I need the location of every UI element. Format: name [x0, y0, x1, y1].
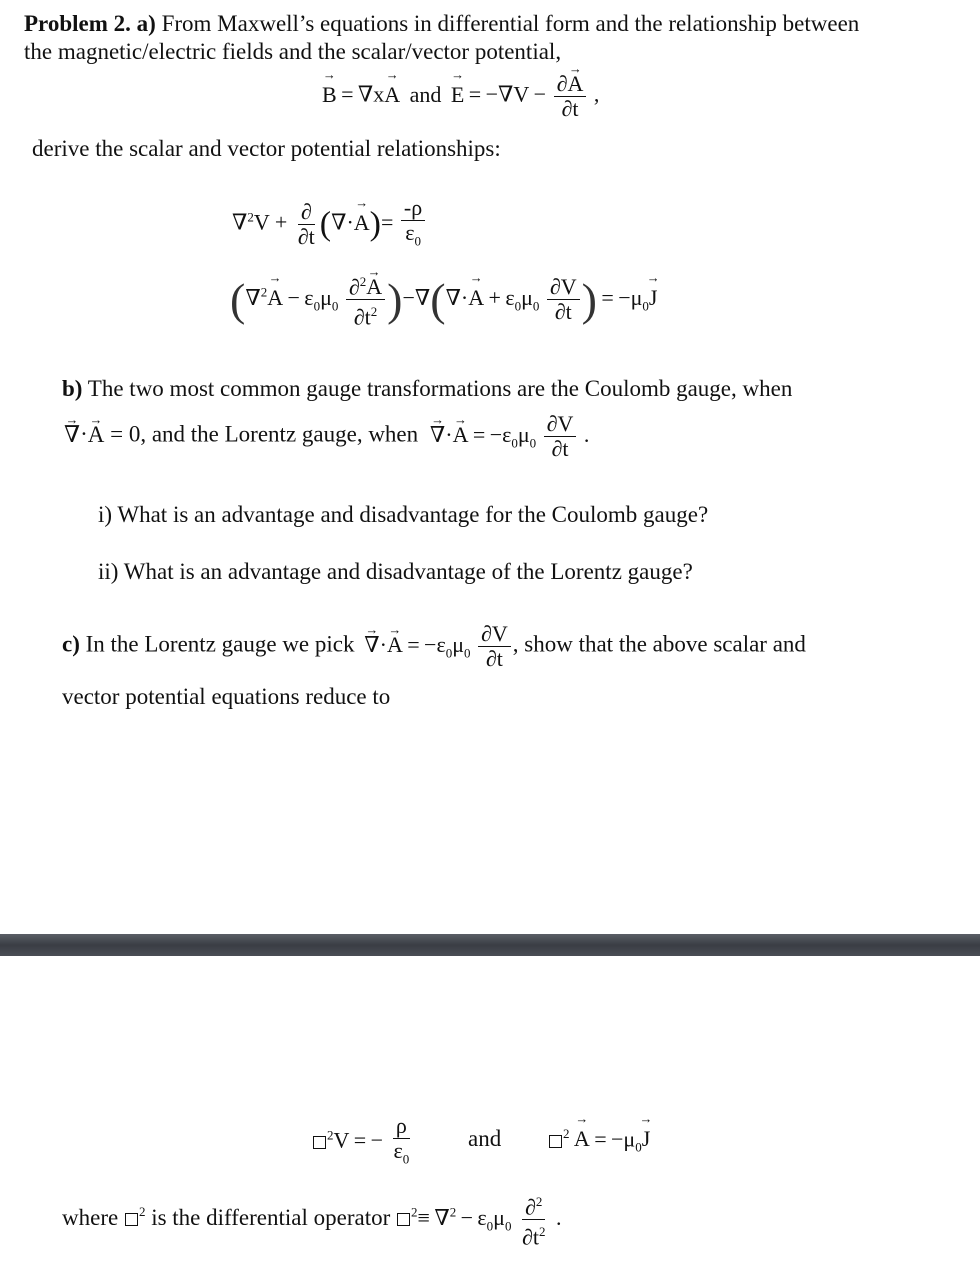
and-word-2: and	[468, 1126, 502, 1151]
intro-text-1: From Maxwell’s equations in differential form and the relationship between	[161, 11, 860, 36]
dalembertian-vector-equation: $^2 \to A = -\mu_0\to J$	[548, 1126, 650, 1156]
part-b-text-1: The two most common gauge transformations are the Coulomb gauge, when	[87, 376, 793, 401]
part-b-label: b)	[62, 376, 83, 401]
vector-potential-equation: ($\nabla^2\to A - \varepsilon_0\mu_0$ $\frac{\partial^2\to A}{\partial t^2}$ )−∇(∇·→ $A + \varepsilon_0\mu_0$ $\frac{\partial V}{\partial t}$ ) = $-\mu_0\to J$	[230, 270, 657, 330]
scalar-potential-equation: ∇$^2$V + $\frac{\partial}{\partial t}$ (∇·→ A)= $\frac{-\rho}{\varepsilon_0}$	[232, 196, 427, 253]
question-i: i) What is an advantage and disadvantage for the Coulomb gauge?	[98, 502, 709, 527]
and-word-1: and	[409, 81, 442, 107]
part-b-line-2: → ∇·→ A = 0, and the Lorentz gauge, when → ∇·→ $A = -\varepsilon_0\mu_0$ $\frac{\partial V}{\partial t}$ .	[64, 412, 589, 461]
part-c-label: c)	[62, 631, 80, 657]
intro-line-1	[24, 10, 859, 38]
question-ii: ii) What is an advantage and disadvantage of the Lorentz gauge?	[98, 559, 693, 584]
dalembertian-scalar-equation: $^2$V = − $\frac{\rho}{\varepsilon_0}$	[312, 1114, 414, 1171]
derive-text: derive the scalar and vector potential relationships:	[32, 136, 501, 161]
part-a-label: a)	[136, 11, 156, 36]
part-b-line-1	[62, 375, 792, 403]
problem-label: Problem 2.	[24, 11, 131, 36]
part-c-text-1: In the Lorentz gauge we pick	[85, 631, 355, 657]
coulomb-condition-text: = 0, and the Lorentz gauge, when	[110, 421, 419, 447]
part-c-line-1: c) In the Lorentz gauge we pick → ∇·→ $A = -\varepsilon_0\mu_0$ $\frac{\partial V}{\partial t}$ , show that the above scalar and	[62, 622, 806, 671]
part-c-text-2: , show that the above scalar and	[512, 631, 806, 657]
page-divider	[0, 934, 980, 956]
where-text-2: is the differential operator	[151, 1204, 391, 1230]
where-text-1: where	[62, 1204, 119, 1230]
part-c-line-2: vector potential equations reduce to	[62, 684, 391, 709]
where-line: where $^2$ is the differential operator $^2\equiv \nabla^2 - \varepsilon_0\mu_0$ $\frac{\partial^2}{\partial t^2}$ .	[62, 1190, 561, 1250]
intro-line-2: the magnetic/electric fields and the scalar/vector potential,	[24, 39, 562, 64]
field-potential-equation: → B = ∇x→ A and → E = −∇V − $\frac{\partial\to A}{\partial t}$ ,	[322, 72, 599, 121]
